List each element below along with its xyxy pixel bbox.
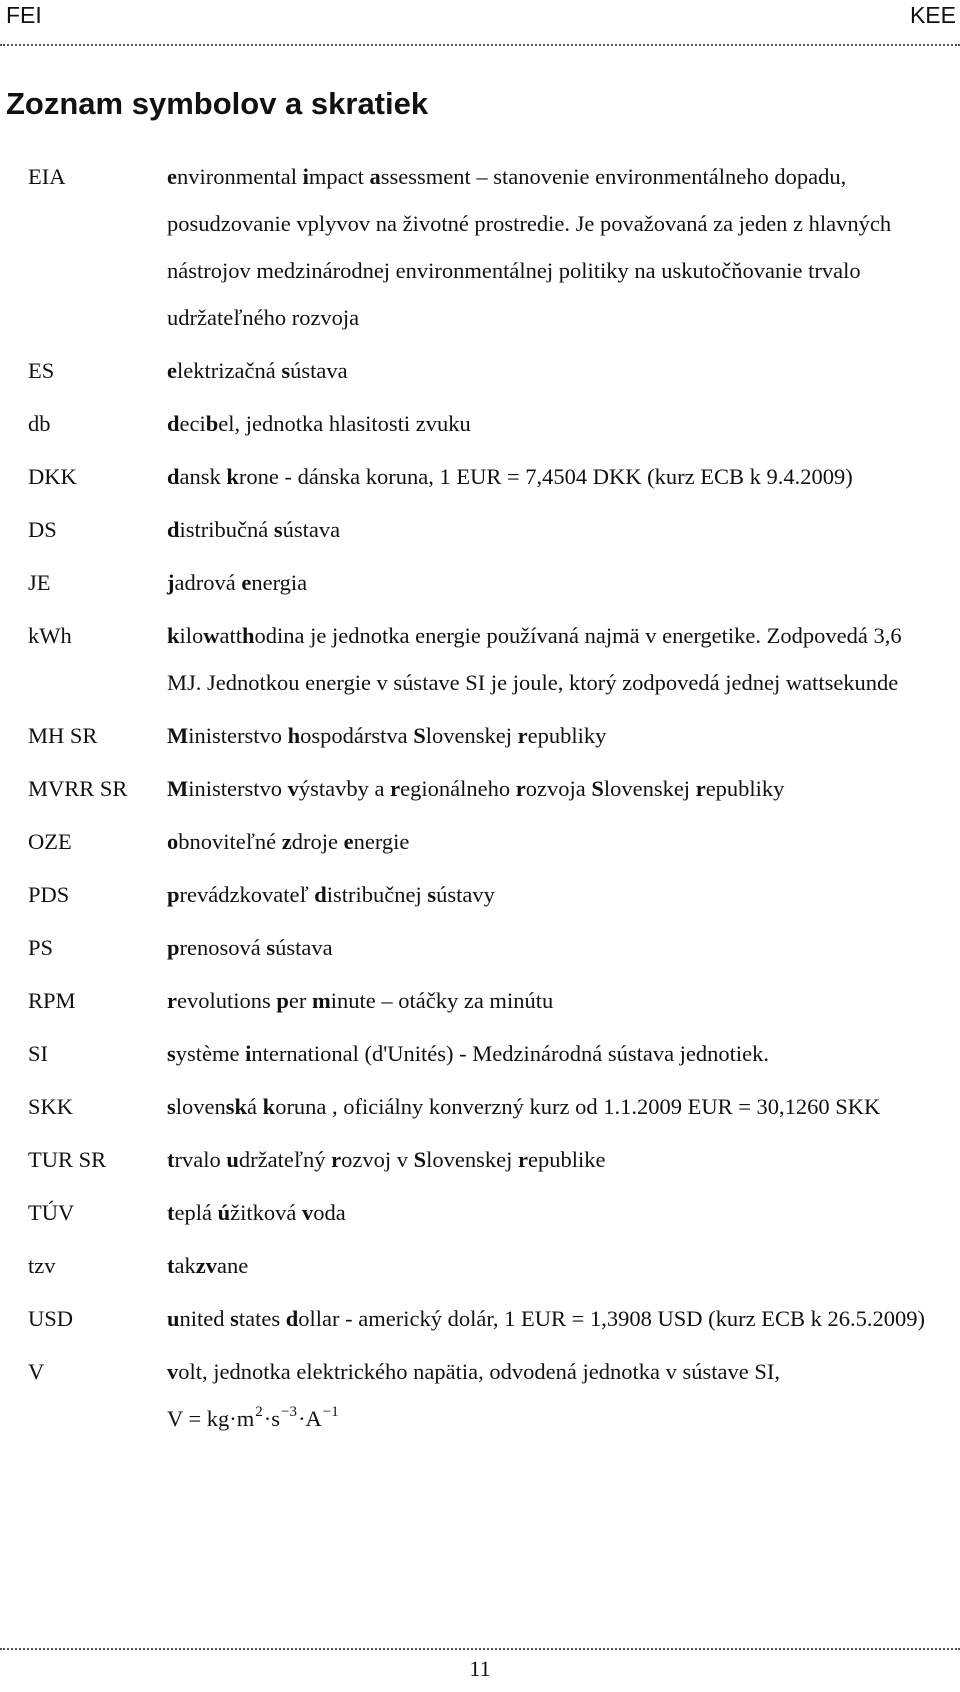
list-item (28, 868, 938, 921)
abbreviation-term: USD (28, 1306, 74, 1331)
list-item (28, 556, 938, 609)
abbreviation-term: OZE (28, 829, 72, 854)
abbreviation-term: MVRR SR (28, 776, 128, 801)
footer-divider (0, 1648, 960, 1650)
list-item (28, 1133, 938, 1186)
abbreviation-definition: Ministerstvo výstavby a regionálneho rozvoja Slovenskej republiky (167, 776, 785, 801)
abbreviation-term: kWh (28, 623, 72, 648)
abbreviation-term: JE (28, 570, 51, 595)
abbreviation-definition: environmental impact assessment – stanovenie environmentálneho dopadu, posudzovanie vplyvov na životné prostredie. Je považovaná za jeden z hlavných nástrojov medzinárodnej environmentálnej politiky na uskutočňovanie trvalo udržateľného rozvoja (167, 164, 892, 330)
abbreviation-definition: jadrová energia (167, 570, 308, 595)
abbreviation-term: EIA (28, 164, 66, 189)
abbreviation-definition: united states dollar - americký dolár, 1 EUR = 1,3908 USD (kurz ECB k 26.5.2009) (167, 1306, 925, 1331)
abbreviation-term: SI (28, 1041, 49, 1066)
list-item (28, 503, 938, 556)
abbreviation-term: DS (28, 517, 57, 542)
abbreviation-term: PDS (28, 882, 70, 907)
abbreviation-term: V (28, 1359, 45, 1384)
list-item (28, 397, 938, 450)
abbreviation-term: db (28, 411, 51, 436)
abbreviation-definition: elektrizačná sústava (167, 358, 348, 383)
abbreviation-definition: decibel, jednotka hlasitosti zvuku (167, 411, 471, 436)
list-item (28, 762, 938, 815)
list-item (28, 1292, 938, 1345)
list-item (28, 709, 938, 762)
list-item (28, 1080, 938, 1133)
list-item (28, 921, 938, 974)
header-left-label: FEI (6, 2, 42, 28)
abbreviation-term: PS (28, 935, 54, 960)
abbreviation-definition: volt, jednotka elektrického napätia, odvodená jednotka v sústave SI, $V = kg\cdot m^2\cdot s^{-3}\cdot A^{-1}$ (167, 1359, 780, 1431)
list-item (28, 815, 938, 868)
abbreviation-definition: revolutions per minute – otáčky za minútu (167, 988, 554, 1013)
abbreviation-term: TUR SR (28, 1147, 107, 1172)
page-number: 11 (469, 1656, 491, 1681)
list-item (28, 450, 938, 503)
abbreviation-definition: slovenská koruna , oficiálny konverzný kurz od 1.1.2009 EUR = 30,1260 SKK (167, 1094, 881, 1119)
abbreviation-definition: système international (d'Unités) - Medzinárodná sústava jednotiek. (167, 1041, 770, 1066)
abbreviation-term: TÚV (28, 1200, 75, 1225)
abbreviation-definition: Ministerstvo hospodárstva Slovenskej republiky (167, 723, 607, 748)
header-right-label: KEE (909, 2, 956, 28)
abbreviation-term: SKK (28, 1094, 74, 1119)
abbreviation-definition: kilowatthodina je jednotka energie používaná najmä v energetike. Zodpovedá 3,6 MJ. Jednotkou energie v sústave SI je joule, ktorý zodpovedá jednej wattsekunde (167, 623, 902, 695)
list-item (28, 150, 938, 344)
list-item (28, 1239, 938, 1292)
header-divider (0, 44, 960, 46)
list-item (28, 1345, 938, 1449)
list-item (28, 344, 938, 397)
abbreviation-list (28, 150, 938, 1449)
list-item (28, 1027, 938, 1080)
abbreviation-definition: prenosová sústava (167, 935, 333, 960)
page-header (0, 0, 960, 46)
abbreviation-definition: obnoviteľné zdroje energie (167, 829, 410, 854)
abbreviation-definition: prevádzkovateľ distribučnej sústavy (167, 882, 495, 907)
abbreviation-definition: dansk krone - dánska koruna, 1 EUR = 7,4504 DKK (kurz ECB k 9.4.2009) (167, 464, 853, 489)
abbreviation-definition: distribučná sústava (167, 517, 341, 542)
abbreviation-term: ES (28, 358, 55, 383)
abbreviation-definition: takzvane (167, 1253, 249, 1278)
abbreviation-term: DKK (28, 464, 77, 489)
abbreviation-definition: teplá úžitková voda (167, 1200, 346, 1225)
abbreviation-term: RPM (28, 988, 76, 1013)
abbreviation-term: tzv (28, 1253, 56, 1278)
list-item (28, 974, 938, 1027)
abbreviation-definition: trvalo udržateľný rozvoj v Slovenskej republike (167, 1147, 606, 1172)
list-item (28, 1186, 938, 1239)
list-item (28, 609, 938, 709)
page-title: Zoznam symbolov a skratiek (6, 86, 429, 121)
abbreviation-term: MH SR (28, 723, 98, 748)
